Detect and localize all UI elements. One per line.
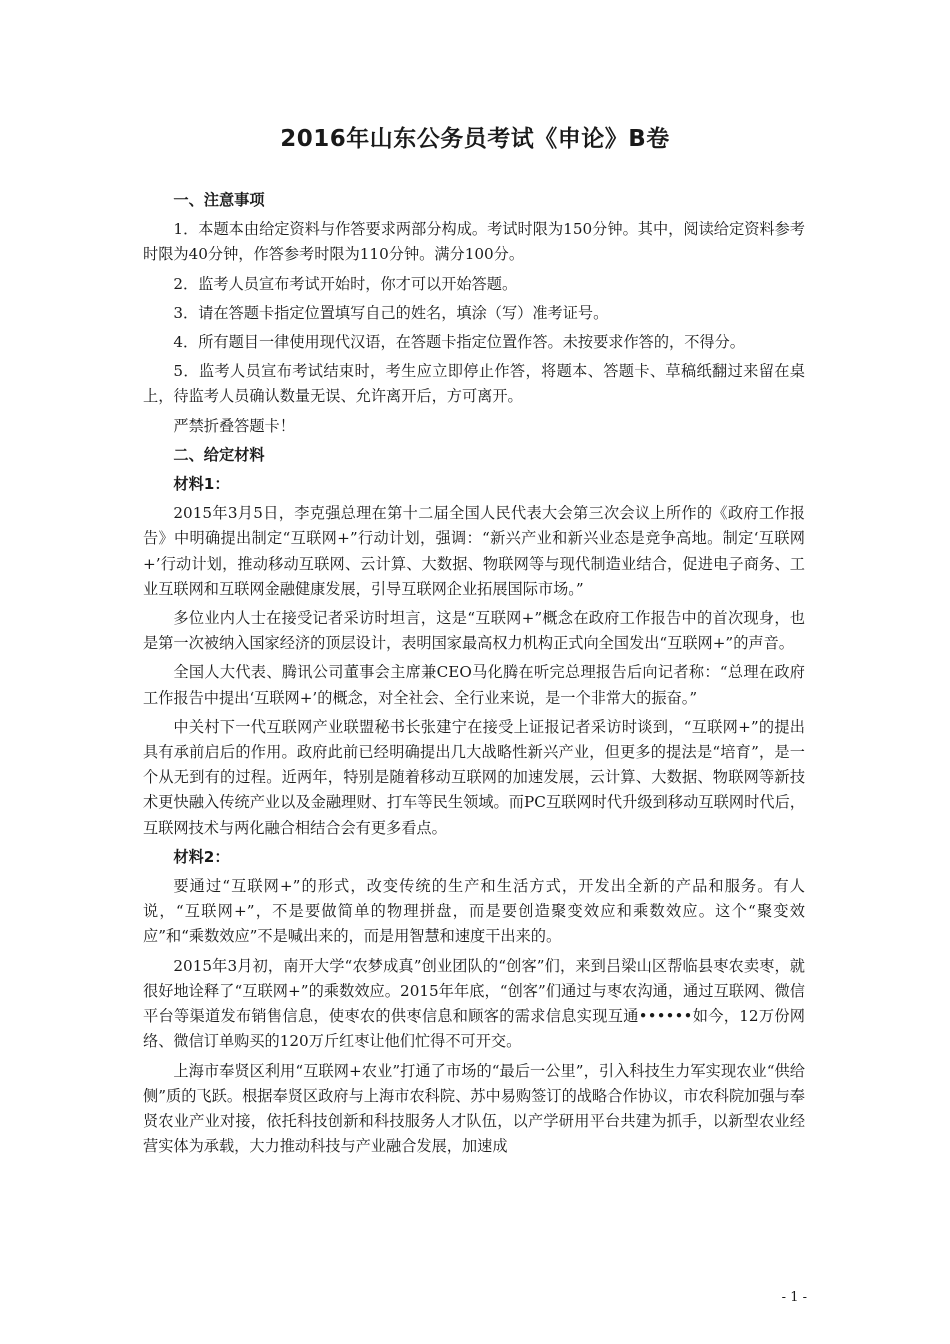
section-heading-materials: 二、给定材料 [173, 445, 265, 464]
material-label: 材料2： [173, 847, 230, 866]
material-paragraph: 上海市奉贤区利用“互联网+农业”打通了市场的“最后一公里”，引入科技生力军实现农业“供给侧”质的飞跃。根据奉贤区政府与上海市农科院、苏中易购签订的战略合作协议，市农科院加强与奉贤农业产业对接，依托科技创新和科技服务人才队伍，以产学研用平台共建为抓手，以新型农业经营实体为承载，大力推动科技与产业融合发展，加速成 [143, 1061, 805, 1156]
material-paragraph: 多位业内人士在接受记者采访时坦言，这是“互联网+”概念在政府工作报告中的首次现身，也是第一次被纳入国家经济的顶层设计，表明国家最高权力机构正式向全国发出“互联网+”的声音。 [143, 609, 805, 653]
material-label: 材料1： [173, 475, 230, 494]
material-paragraph: 2015年3月初，南开大学“农梦成真”创业团队的“创客”们，来到吕梁山区帮临县枣农卖枣，就很好地诠释了“互联网+”的乘数效应。2015年年底，“创客”们通过与枣农沟通，通过互联网、微信平台等渠道发布销售信息，使枣农的供枣信息和顾客的需求信息实现互通••••••如今，12万份网络、微信订单购买的120万斤红枣让他们忙得不可开交。 [143, 956, 805, 1051]
notice-item: 1．本题本由给定资料与作答要求两部分构成。考试时限为150分钟。其中，阅读给定资料参考时限为40分钟，作答参考时限为110分钟。满分100分。 [143, 220, 805, 264]
material-paragraph: 全国人大代表、腾讯公司董事会主席兼CEO马化腾在听完总理报告后向记者称：“总理在政府工作报告中提出‘互联网+’的概念，对全社会、全行业来说，是一个非常大的振奋。” [143, 663, 805, 707]
notice-item: 3．请在答题卡指定位置填写自己的姓名，填涂（写）准考证号。 [173, 303, 609, 322]
section-heading-notice: 一、注意事项 [173, 191, 265, 209]
material-paragraph: 中关村下一代互联网产业联盟秘书长张建宁在接受上证报记者采访时谈到，“互联网+”的提出具有承前启后的作用。政府此前已经明确提出几大战略性新兴产业，但更多的提法是“培育”，是一个从无到有的过程。近两年，特别是随着移动互联网的加速发展，云计算、大数据、物联网等新技术更快融入传统产业以及金融理财、打车等民生领域。而PC互联网时代升级到移动互联网时代后，互联网技术与两化融合相结合会有更多看点。 [143, 717, 805, 837]
material-paragraph: 2015年3月5日，李克强总理在第十二届全国人民代表大会第三次会议上所作的《政府工作报告》中明确提出制定“互联网+”行动计划，强调：“新兴产业和新兴业态是竞争高地。制定‘互联网+’行动计划，推动移动互联网、云计算、大数据、物联网等与现代制造业结合，促进电子商务、工业互联网和互联网金融健康发展，引导互联网企业拓展国际市场。” [143, 504, 805, 598]
document-body [143, 188, 805, 1163]
notice-item: 5．监考人员宣布考试结束时，考生应立即停止作答，将题本、答题卡、草稿纸翻过来留在桌上，待监考人员确认数量无误、允许离开后，方可离开。 [143, 362, 805, 406]
material-paragraph: 要通过“互联网+”的形式，改变传统的生产和生活方式，开发出全新的产品和服务。有人说，“互联网+”，不是要做简单的物理拼盘，而是要创造聚变效应和乘数效应。这个“聚变效应”和“乘数效应”不是喊出来的，而是用智慧和速度干出来的。 [143, 877, 805, 946]
notice-item: 4．所有题目一律使用现代汉语，在答题卡指定位置作答。未按要求作答的，不得分。 [173, 333, 745, 352]
page-number: - 1 - [781, 1290, 807, 1305]
page-title: 2016年山东公务员考试《申论》B卷 [280, 126, 670, 152]
warning-text: 严禁折叠答题卡！ [173, 416, 295, 435]
notice-item: 2．监考人员宣布考试开始时，你才可以开始答题。 [173, 274, 518, 293]
